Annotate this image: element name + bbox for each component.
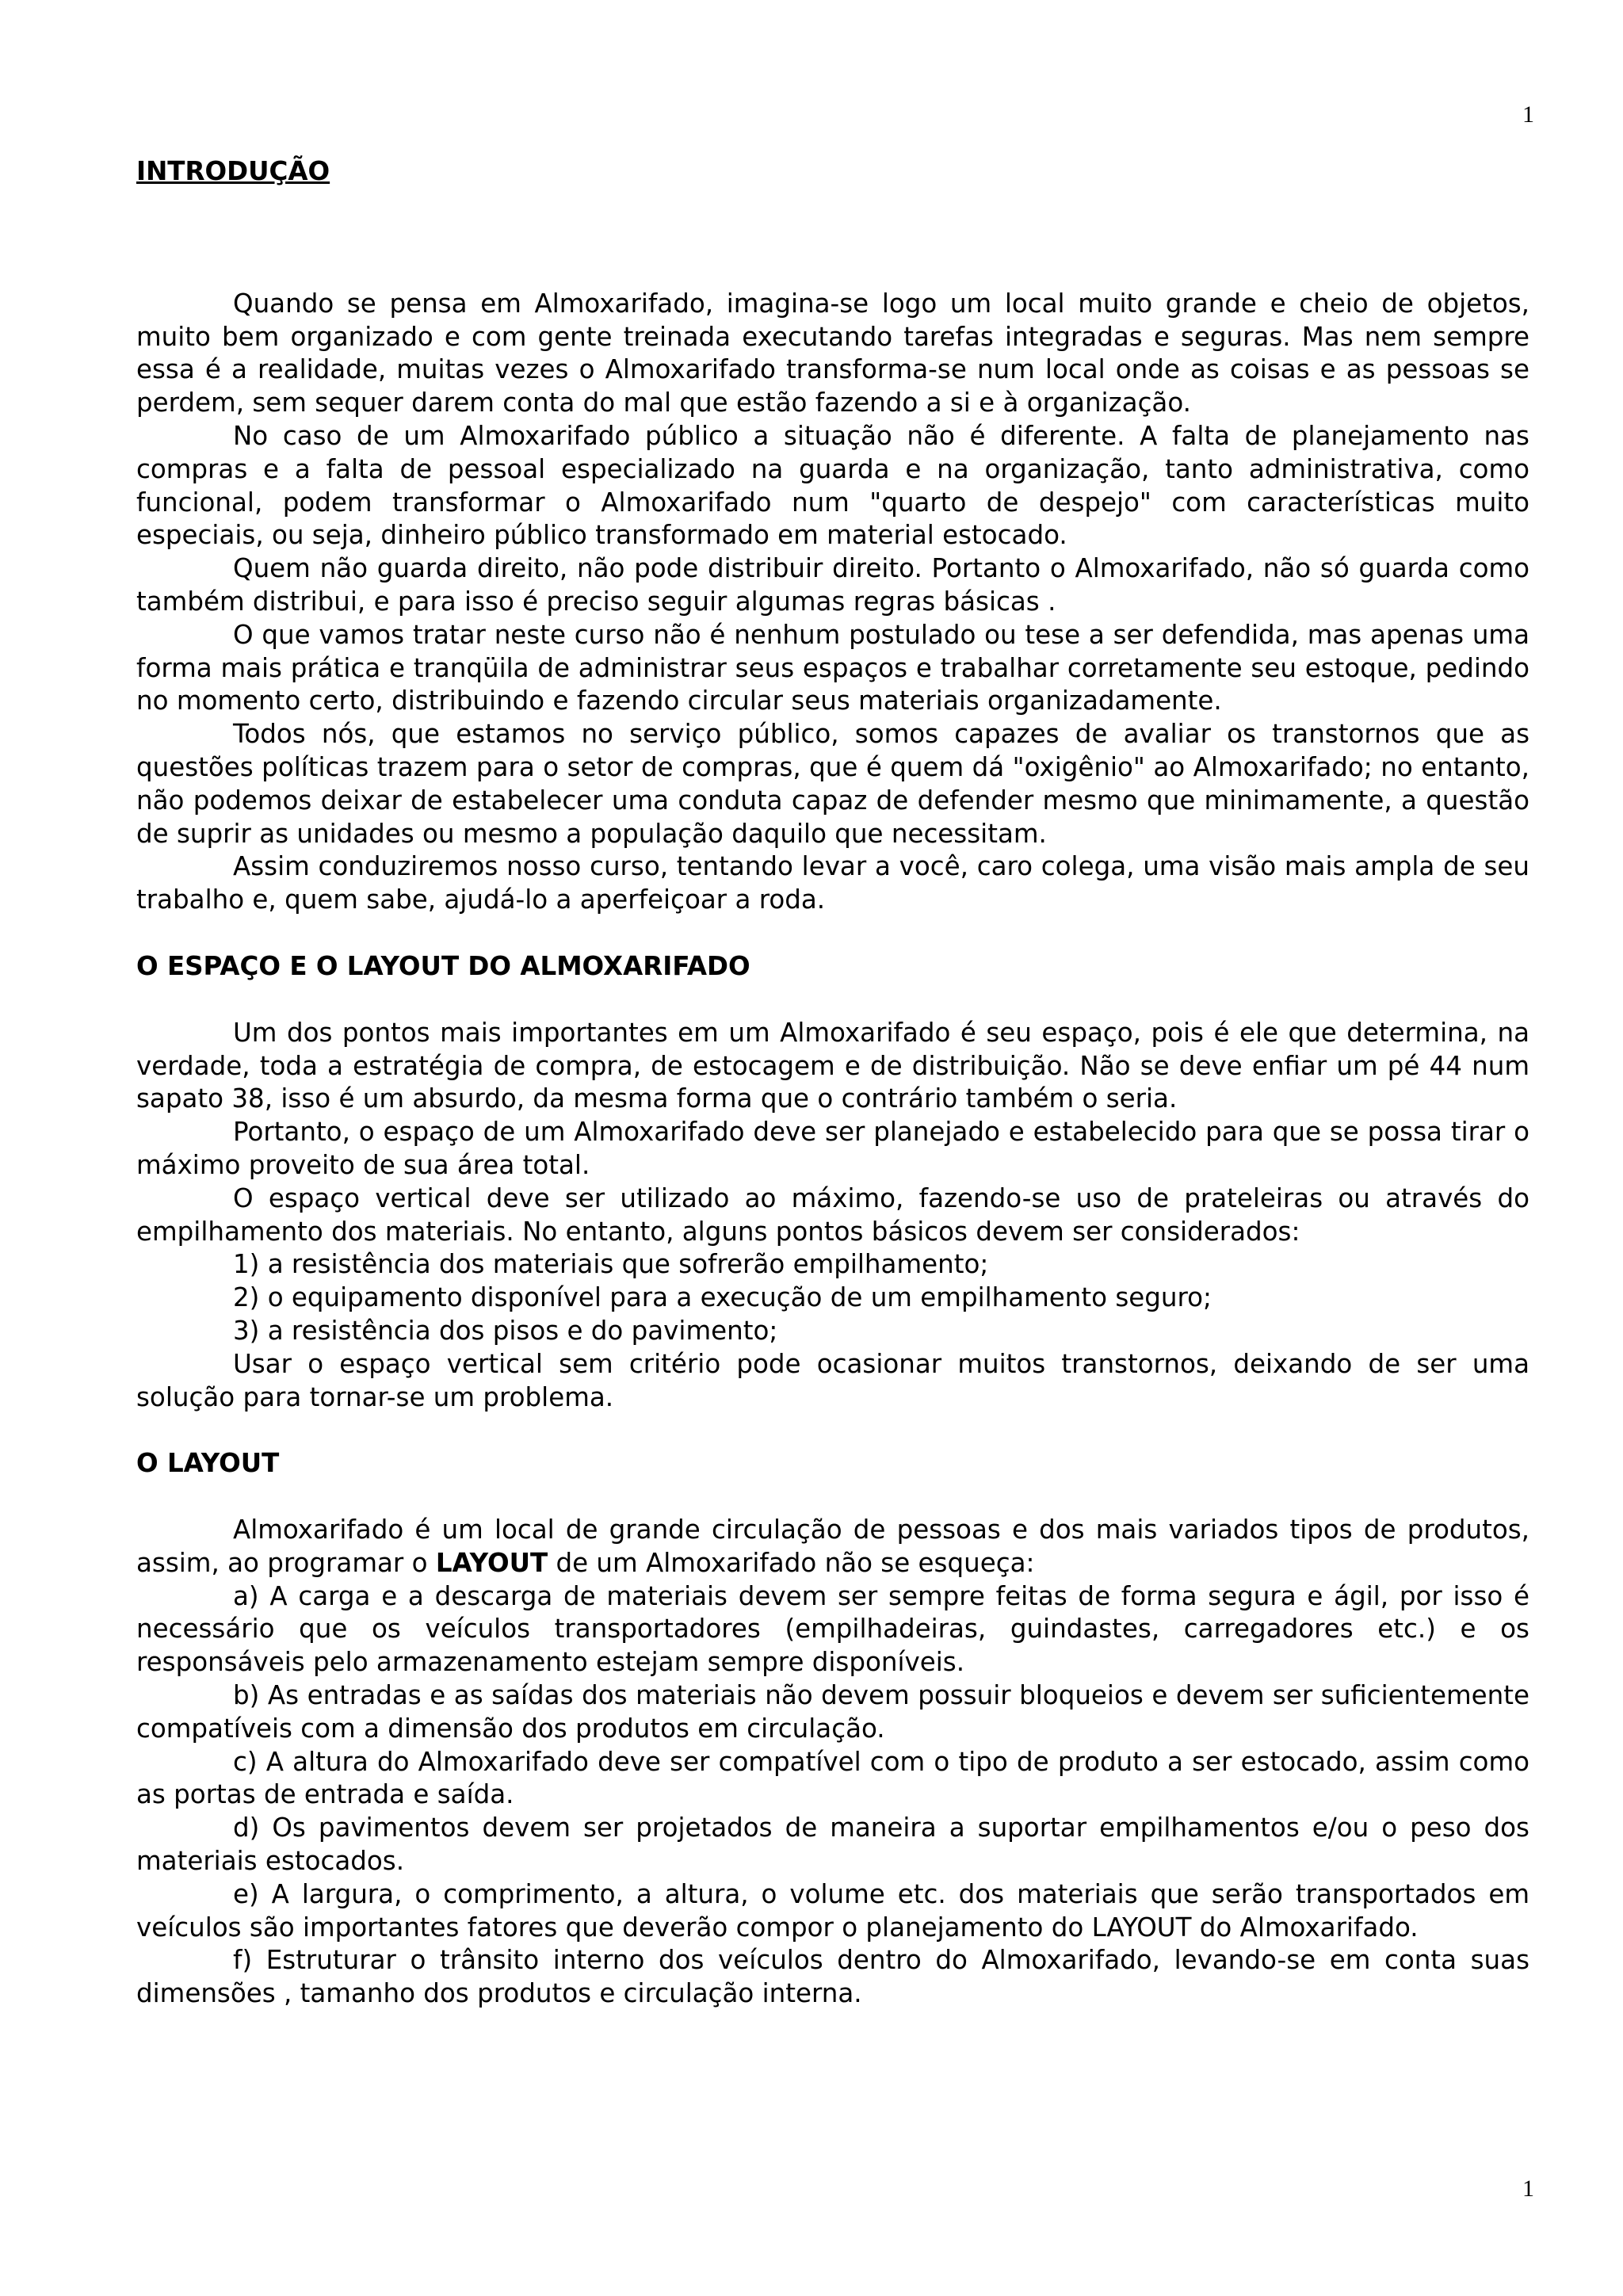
paragraph: Assim conduziremos nosso curso, tentando levar a você, caro colega, uma visão mais ampla de seu trabalho e, quem sabe, ajudá-lo a aperfeiçoar a roda. [136, 851, 1529, 915]
intro-text-end: de um Almoxarifado não se esqueça: [548, 1547, 1035, 1578]
list-item: c) A altura do Almoxarifado deve ser compatível com o tipo de produto a ser estocado, assim como as portas de entrada e saída. [136, 1746, 1529, 1810]
list-item: f) Estruturar o trânsito interno dos veículos dentro do Almoxarifado, levando-se em conta suas dimensões , tamanho dos produtos e circulação interna. [136, 1945, 1529, 2009]
list-item: 1) a resistência dos materiais que sofrerão empilhamento; [233, 1249, 989, 1280]
intro-text: Almoxarifado é um local de grande circulação de pessoas e dos mais variados tipos de produtos, assim, ao programar o [136, 1515, 1529, 1578]
list-item: 2) o equipamento disponível para a execução de um empilhamento seguro; [233, 1282, 1212, 1313]
section-heading-layout: O LAYOUT [136, 1448, 280, 1479]
paragraph: Usar o espaço vertical sem critério pode ocasionar muitos transtornos, deixando de ser uma solução para tornar-se um problema. [136, 1348, 1529, 1412]
paragraph: O espaço vertical deve ser utilizado ao máximo, fazendo-se uso de prateleiras ou através do empilhamento dos materiais. No entanto, alguns pontos básicos devem ser considerados: [136, 1182, 1529, 1247]
list-item: a) A carga e a descarga de materiais devem ser sempre feitas de forma segura e ágil, por isso é necessário que os veículos transportadores (empilhadeiras, guindastes, carregadores etc.) e os responsáveis pelo armazenamento estejam sempre disponíveis. [136, 1580, 1529, 1678]
list-item: b) As entradas e as saídas dos materiais não devem possuir bloqueios e devem ser suficientemente compatíveis com a dimensão dos produtos em circulação. [136, 1680, 1529, 1744]
paragraph: Quem não guarda direito, não pode distribuir direito. Portanto o Almoxarifado, não só guarda como também distribui, e para isso é preciso seguir algumas regras básicas . [136, 553, 1529, 617]
list-item: e) A largura, o comprimento, a altura, o volume etc. dos materiais que serão transportados em veículos são importantes fatores que deverão compor o planejamento do LAYOUT do Almoxarifado. [136, 1878, 1529, 1943]
list-item: d) Os pavimentos devem ser projetados de maneira a suportar empilhamentos e/ou o peso dos materiais estocados. [136, 1813, 1529, 1877]
section-heading-espaco-layout: O ESPAÇO E O LAYOUT DO ALMOXARIFADO [136, 950, 750, 981]
paragraph: O que vamos tratar neste curso não é nenhum postulado ou tese a ser defendida, mas apenas uma forma mais prática e tranqüila de administrar seus espaços e trabalhar corretamente seu estoque, pedindo no momento certo, distribuindo e fazendo circular seus materiais organizadamente. [136, 619, 1529, 716]
paragraph: Um dos pontos mais importantes em um Almoxarifado é seu espaço, pois é ele que determina, na verdade, toda a estratégia de compra, de estocagem e de distribuição. Não se deve enfiar um pé 44 num sapato 38, isso é um absurdo, da mesma forma que o contrário também o seria. [136, 1017, 1529, 1114]
paragraph: Todos nós, que estamos no serviço público, somos capazes de avaliar os transtornos que as questões políticas trazem para o setor de compras, que é quem dá "oxigênio" ao Almoxarifado; no entanto, não podemos deixar de estabelecer uma conduta capaz de defender mesmo que minimamente, a questão de suprir as unidades ou mesmo a população daquilo que necessitam. [136, 719, 1529, 849]
paragraph: No caso de um Almoxarifado público a situação não é diferente. A falta de planejamento nas compras e a falta de pessoal especializado na guarda e na organização, tanto administrativa, como funcional, podem transformar o Almoxarifado num "quarto de despejo" com características muito especiais, ou seja, dinheiro público transformado em material estocado. [136, 420, 1529, 551]
paragraph: Portanto, o espaço de um Almoxarifado deve ser planejado e estabelecido para que se possa tirar o máximo proveito de sua área total. [136, 1117, 1529, 1180]
page-number-bottom: 1 [1522, 2176, 1534, 2202]
document-body [136, 155, 1529, 2011]
section-heading-introducao: INTRODUÇÃO [136, 156, 330, 186]
paragraph: Quando se pensa em Almoxarifado, imagina-se logo um local muito grande e cheio de objetos, muito bem organizado e com gente treinada executando tarefas integradas e seguras. Mas nem sempre essa é a realidade, muitas vezes o Almoxarifado transforma-se num local onde as coisas e as pessoas se perdem, sem sequer darem conta do mal que estão fazendo a si e à organização. [136, 288, 1529, 418]
paragraph-layout-intro [136, 1514, 1529, 1580]
list-item: 3) a resistência dos pisos e do pavimento; [233, 1315, 778, 1346]
layout-bold-word: LAYOUT [435, 1547, 548, 1578]
page-number-top: 1 [1522, 101, 1534, 128]
